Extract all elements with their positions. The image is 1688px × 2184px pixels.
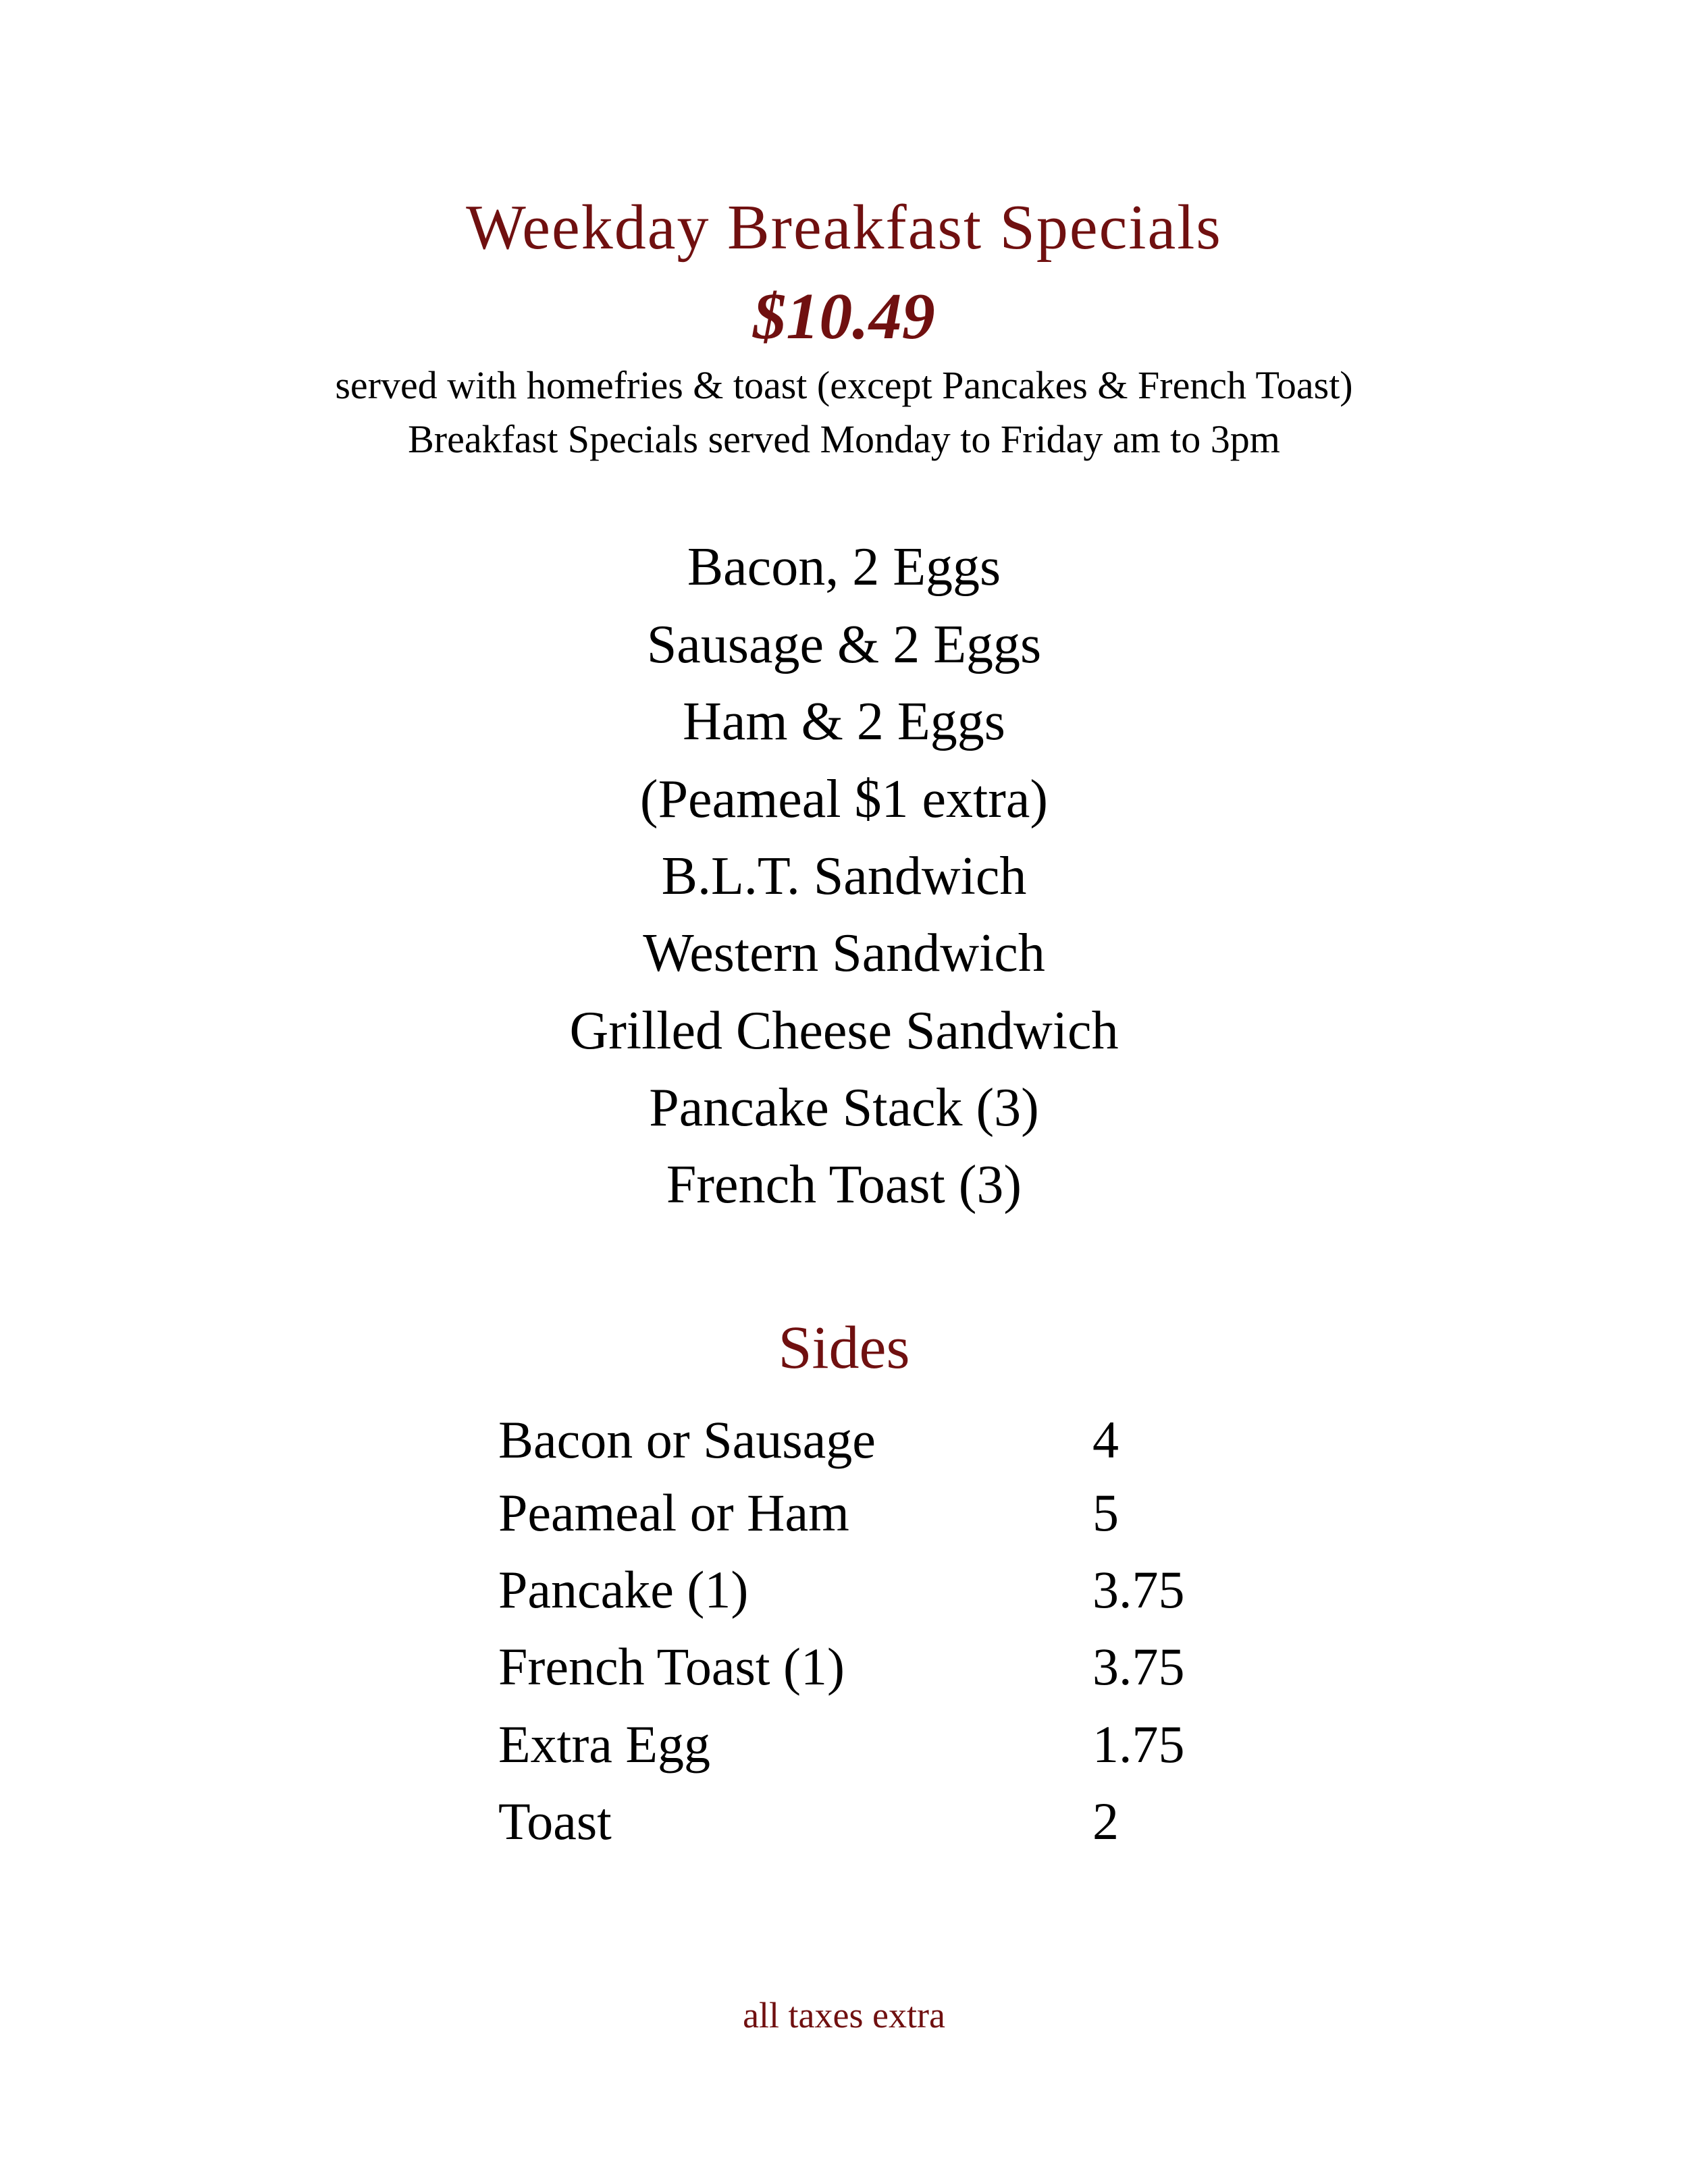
side-name: Extra Egg: [498, 1715, 711, 1774]
special-item: Ham & 2 Eggs: [683, 692, 1005, 751]
side-name: French Toast (1): [498, 1637, 845, 1696]
special-item: B.L.T. Sandwich: [661, 847, 1027, 906]
side-price: 5: [1092, 1483, 1119, 1542]
special-price: $10.49: [753, 280, 935, 353]
special-item: Western Sandwich: [643, 924, 1045, 983]
special-item: Grilled Cheese Sandwich: [569, 1001, 1119, 1061]
subtitle-served-with: served with homefries & toast (except Pancakes & French Toast): [335, 363, 1353, 407]
side-name: Peameal or Ham: [498, 1483, 849, 1542]
side-price: 2: [1092, 1792, 1119, 1850]
side-name: Toast: [498, 1792, 612, 1850]
side-name: Bacon or Sausage: [498, 1410, 876, 1469]
special-item: (Peameal $1 extra): [639, 770, 1049, 829]
side-name: Pancake (1): [498, 1560, 749, 1619]
page-title: Weekday Breakfast Specials: [466, 192, 1222, 263]
side-price: 3.75: [1092, 1637, 1185, 1696]
special-item: French Toast (3): [666, 1155, 1022, 1215]
side-price: 1.75: [1092, 1715, 1185, 1774]
special-item: Pancake Stack (3): [649, 1078, 1039, 1138]
taxes-note: all taxes extra: [743, 1995, 945, 2035]
subtitle-hours: Breakfast Specials served Monday to Friday am to 3pm: [408, 417, 1280, 461]
sides-heading: Sides: [778, 1314, 910, 1381]
side-price: 3.75: [1092, 1560, 1185, 1619]
side-price: 4: [1092, 1410, 1119, 1469]
special-item: Bacon, 2 Eggs: [687, 537, 1001, 597]
special-item: Sausage & 2 Eggs: [646, 615, 1042, 674]
